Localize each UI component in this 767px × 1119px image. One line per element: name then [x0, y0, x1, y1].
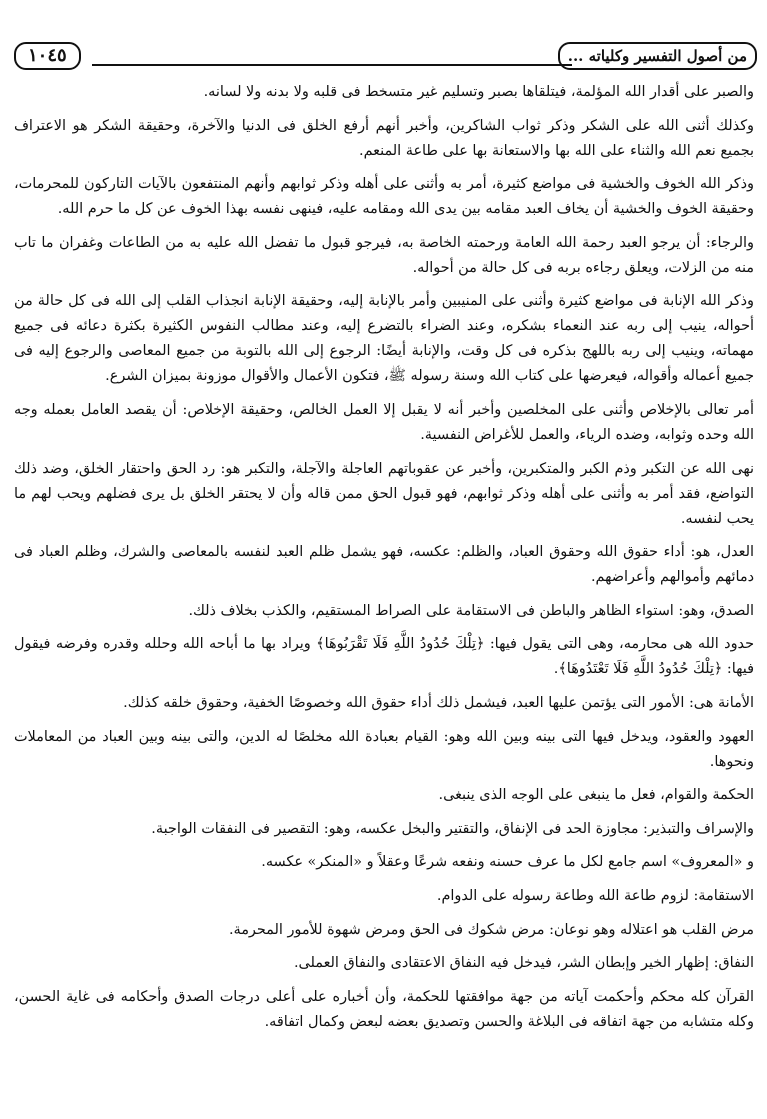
running-title: من أصول التفسير وكلياته ... [558, 42, 757, 70]
paragraph: مرض القلب هو اعتلاله وهو نوعان: مرض شكوك فى الحق ومرض شهوة للأمور المحرمة. [228, 921, 754, 938]
paragraph: القرآن كله محكم وأحكمت آياته من جهة موافقتها للحكمة، وأن أخباره على أعلى درجات الصدق وأحكامه فى غاية الحسن، وكله متشابه من جهة اتفاقه فى البلاغة والحسن وتصديق بعضه لبعض وكمال اتفاقه. [14, 988, 754, 1030]
paragraph: الصدق، وهو: استواء الظاهر والباطن فى الاستقامة على الصراط المستقيم، والكذب بخلاف ذلك. [188, 602, 754, 619]
paragraph: والصبر على أقدار الله المؤلمة، فيتلقاها بصبر وتسليم غير متسخط فى قلبه ولا بدنه ولا لسانه. [203, 84, 754, 100]
paragraph: العدل، هو: أداء حقوق الله وحقوق العباد، والظلم: عكسه، فهو يشمل ظلم العبد لنفسه بالمعاصى والشرك، وظلم العباد فى دمائهم وأموالهم وأعراضهم. [14, 544, 754, 586]
paragraph: وذكر الله الخوف والخشية فى مواضع كثيرة، أمر به وأثنى على أهله وذكر ثوابهم وأنهم المنتفعون بالآيات التاركون للمحرمات، وحقيقة الخوف والخشية أن يخاف العبد مقامه بين يدى الله ومقامه عليه، فينهى نفسه بهذا الخوف عن كل ما حرم الله. [14, 176, 754, 218]
paragraph: وذكر الله الإنابة فى مواضع كثيرة وأثنى على المنيبين وأمر بالإنابة إليه، وحقيقة الإنابة انجذاب القلب إلى الله فى كل حالة من أحواله، ينيب إلى ربه عند النعماء بشكره، وعند الضراء بالتضرع إليه، وعند مطالب النفوس الكثيرة بكثرة دعائه فى جميع مهماته، وينيب إلى ربه باللهج بذكره فى كل وقت، والإنابة أيضًا: الرجوع إلى الله بالتوبة من جميع المعاصى والرجوع إليه فى جميع أعماله وأقواله، فيعرضها على كتاب الله وسنة رسوله ﷺ، فتكون الأعمال والأقوال موزونة بميزان الشرع. [14, 293, 754, 385]
paragraph: الاستقامة: لزوم طاعة الله وطاعة رسوله على الدوام. [436, 887, 754, 904]
paragraph: وكذلك أثنى الله على الشكر وذكر ثواب الشاكرين، وأخبر أنهم أرفع الخلق فى الدنيا والآخرة، وحقيقة الشكر هو الاعتراف بجميع نعم الله والثناء على الله بها والاستعانة بها على طاعة المنعم. [14, 117, 754, 159]
page-number: ١٠٤٥ [14, 42, 81, 70]
paragraph: النفاق: إظهار الخير وإبطان الشر، فيدخل فيه النفاق الاعتقادى والنفاق العملى. [293, 955, 754, 972]
paragraph: والإسراف والتبذير: مجاوزة الحد فى الإنفاق، والتقتير والبخل عكسه، وهو: التقصير فى النفقات الواجبة. [151, 820, 754, 837]
paragraph: أمر تعالى بالإخلاص وأثنى على المخلصين وأخبر أنه لا يقبل إلا العمل الخالص، وحقيقة الإخلاص: أن يقصد العامل بعمله وجه الله وحده وثوابه، وضده الرياء، والعمل للأغراض النفسية. [14, 401, 754, 443]
paragraph: نهى الله عن التكبر وذم الكبر والمتكبرين، وأخبر عن عقوباتهم العاجلة والآجلة، والتكبر هو: رد الحق واحتقار الخلق، وضد ذلك التواضع، فقد أمر به وأثنى على أهله وذكر ثوابهم، فهو قبول الحق ممن قاله وأن لا يحتقر الخلق بل يرى فضلهم ويحب لهم ما يحب لنفسه. [14, 460, 754, 527]
paragraph: و «المعروف» اسم جامع لكل ما عرف حسنه ونفعه شرعًا وعقلاً و «المنكر» عكسه. [261, 854, 754, 871]
paragraph: العهود والعقود، ويدخل فيها التى بينه وبين الله وهو: القيام بعبادة الله مخلصًا له الدين، والتى بينه وبين العباد من المعاملات ونحوها. [14, 728, 754, 770]
page-header [12, 42, 757, 72]
header-rule [92, 64, 572, 66]
paragraph: حدود الله هى محارمه، وهى التى يقول فيها: ﴿تِلْكَ حُدُودُ اللَّهِ فَلَا تَقْرَبُوهَا﴾ ويراد بها ما أباحه الله وحلله وقدره وفرضه فيقول فيها: ﴿تِلْكَ حُدُودُ اللَّهِ فَلَا تَعْتَدُوهَا﴾. [14, 636, 754, 678]
paragraph: الحكمة والقوام، فعل ما ينبغى على الوجه الذى ينبغى. [438, 787, 754, 804]
paragraph: الأمانة هى: الأمور التى يؤتمن عليها العبد، فيشمل ذلك أداء حقوق الله وخصوصًا الخفية، وحقوق خلقه كذلك. [123, 694, 754, 711]
paragraph: والرجاء: أن يرجو العبد رحمة الله العامة ورحمته الخاصة به، فيرجو قبول ما تفضل الله عليه به من الطاعات وغفران ما تاب منه من الزلات، ويعلق رجاءه بربه فى كل حالة من أحواله. [14, 234, 754, 276]
body-text [14, 80, 754, 1043]
